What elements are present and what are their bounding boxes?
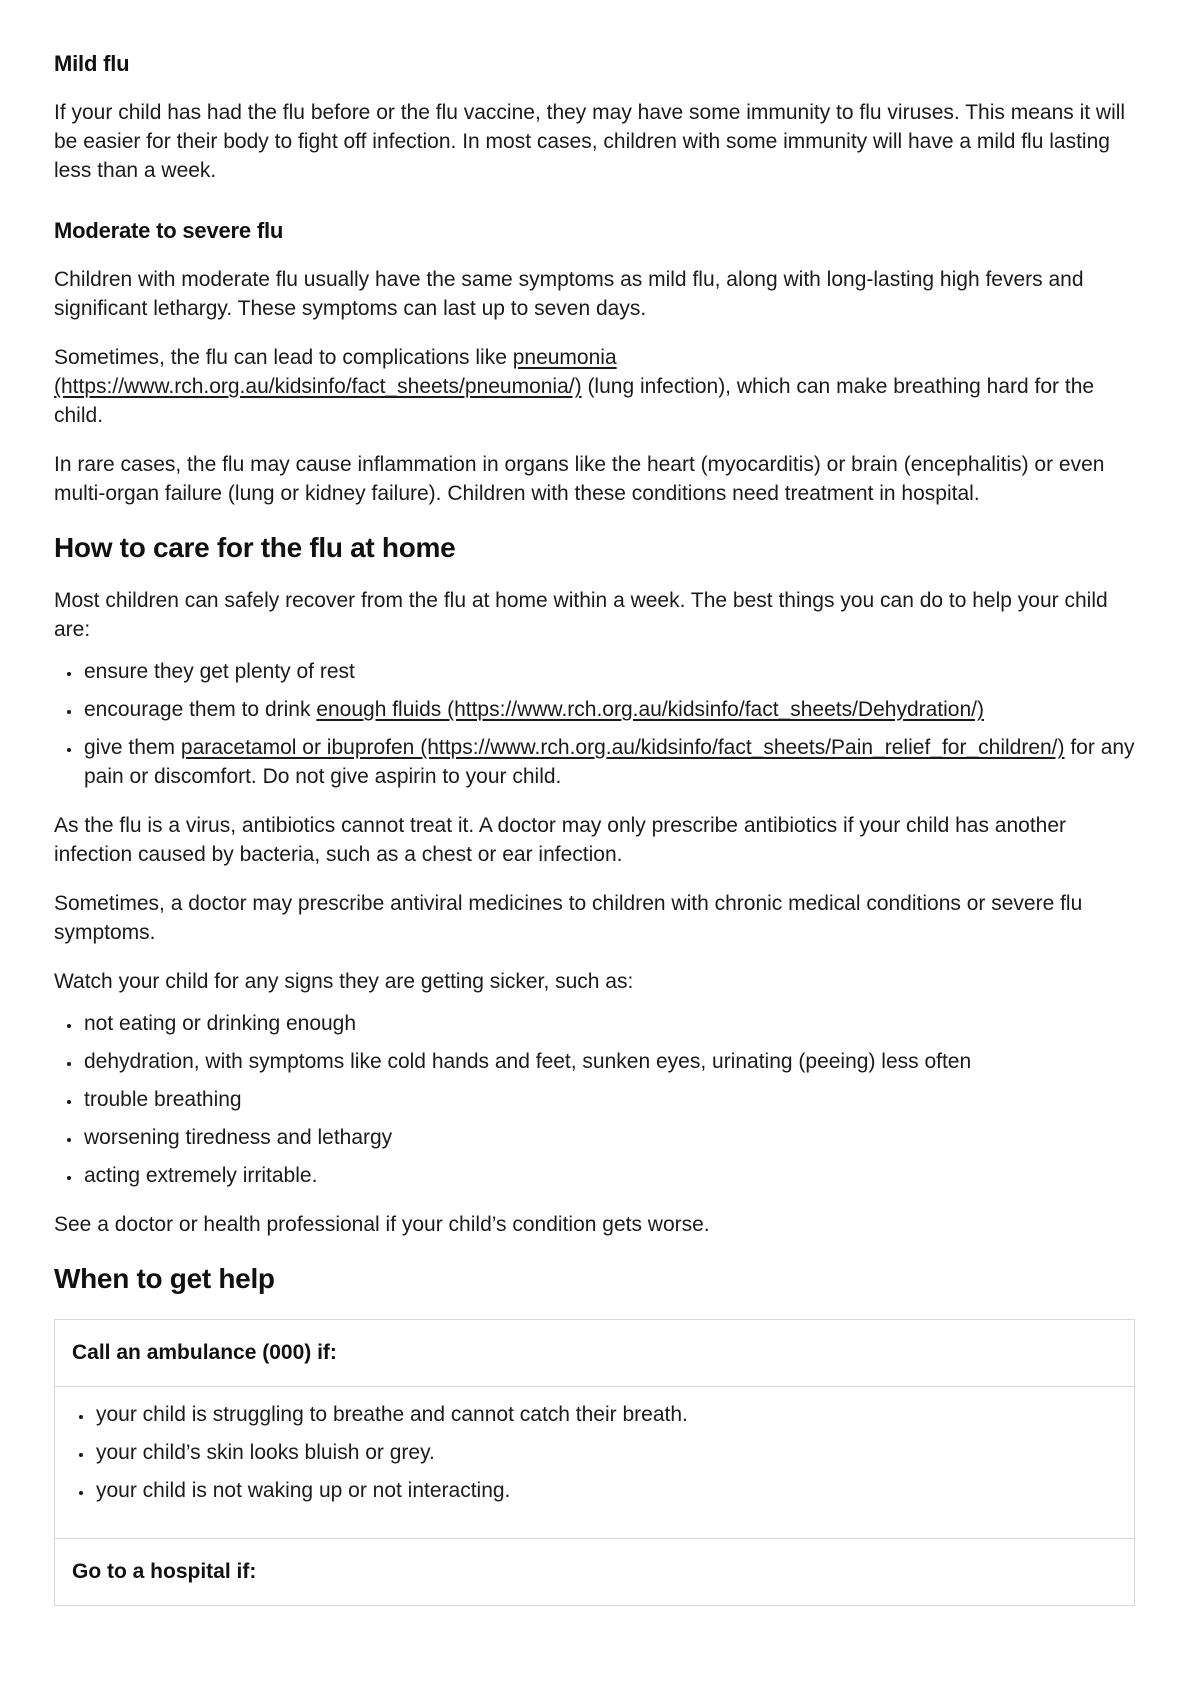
heading-moderate-severe-flu: Moderate to severe flu bbox=[54, 218, 284, 243]
paragraph-mild-flu: If your child has had the flu before or the flu vaccine, they may have some immunity to flu viruses. This means it will be easier for their body to fight off infection. In most cases, children with some immunity will have a mild flu lasting less than a week. bbox=[54, 101, 1126, 182]
paragraph-moderate-flu: Children with moderate flu usually have the same symptoms as mild flu, along with long-lasting high fevers and significant lethargy. These symptoms can last up to seven days. bbox=[54, 268, 1084, 320]
paragraph-watch-signs: Watch your child for any signs they are getting sicker, such as: bbox=[54, 970, 634, 993]
list-item: • trouble breathing bbox=[82, 1085, 1135, 1114]
list-item bbox=[82, 733, 1135, 791]
list-item: • not eating or drinking enough bbox=[82, 1009, 1135, 1038]
list-item: • dehydration, with symptoms like cold hands and feet, sunken eyes, urinating (peeing) less often bbox=[82, 1047, 1135, 1076]
text-run: give them bbox=[84, 736, 181, 759]
text-run: (lung infection), which can make breathing hard for the child. bbox=[54, 375, 1095, 427]
paragraph-antibiotics: As the flu is a virus, antibiotics cannot treat it. A doctor may only prescribe antibiotics if your child has another infection caused by bacteria, such as a chest or ear infection. bbox=[54, 814, 1066, 866]
list-item: • your child is struggling to breathe and cannot catch their breath. bbox=[94, 1400, 1117, 1429]
heading-mild-flu: Mild flu bbox=[54, 51, 130, 76]
hospital-header-row: Go to a hospital if: bbox=[55, 1538, 1134, 1605]
paragraph-care-intro: Most children can safely recover from the flu at home within a week. The best things you can do to help your child are: bbox=[54, 589, 1108, 641]
emergency-help-table bbox=[54, 1319, 1135, 1606]
heading-care-at-home: How to care for the flu at home bbox=[54, 532, 456, 563]
text-run: for any pain or discomfort. Do not give aspirin to your child. bbox=[84, 736, 1135, 788]
text-run: encourage them to drink bbox=[84, 698, 317, 721]
list-item bbox=[82, 695, 1135, 724]
link-pneumonia[interactable]: pneumonia (https://www.rch.org.au/kidsinfo/fact_sheets/pneumonia/) bbox=[54, 346, 617, 398]
paragraph-see-doctor: See a doctor or health professional if your child’s condition gets worse. bbox=[54, 1213, 710, 1236]
list-item bbox=[82, 657, 1135, 686]
list-item: • acting extremely irritable. bbox=[82, 1161, 1135, 1190]
list-item: • worsening tiredness and lethargy bbox=[82, 1123, 1135, 1152]
ambulance-header-row: Call an ambulance (000) if: bbox=[72, 1341, 337, 1364]
ambulance-criteria-row bbox=[55, 1386, 1134, 1538]
list-item: • your child is not waking up or not interacting. bbox=[94, 1476, 1117, 1505]
link-enough-fluids[interactable]: enough fluids (https://www.rch.org.au/kidsinfo/fact_sheets/Dehydration/) bbox=[316, 698, 984, 721]
care-tips-list bbox=[54, 657, 1135, 791]
sicker-signs-list bbox=[54, 1009, 1135, 1190]
paragraph-rare-cases: In rare cases, the flu may cause inflammation in organs like the heart (myocarditis) or brain (encephalitis) or even multi-organ failure (lung or kidney failure). Children with these conditions need treatment in hospital. bbox=[54, 453, 1105, 505]
list-item: • your child’s skin looks bluish or grey. bbox=[94, 1438, 1117, 1467]
paragraph-complications bbox=[54, 343, 1135, 430]
heading-when-to-get-help: When to get help bbox=[54, 1263, 275, 1294]
text-run: ensure they get plenty of rest bbox=[84, 660, 355, 683]
link-pain-relief[interactable]: paracetamol or ibuprofen (https://www.rch.org.au/kidsinfo/fact_sheets/Pain_relief_for_children/) bbox=[180, 736, 1065, 759]
text-run: Sometimes, the flu can lead to complications like bbox=[54, 346, 513, 369]
ambulance-criteria-list bbox=[72, 1400, 1117, 1505]
paragraph-antivirals: Sometimes, a doctor may prescribe antiviral medicines to children with chronic medical conditions or severe flu symptoms. bbox=[54, 892, 1083, 944]
